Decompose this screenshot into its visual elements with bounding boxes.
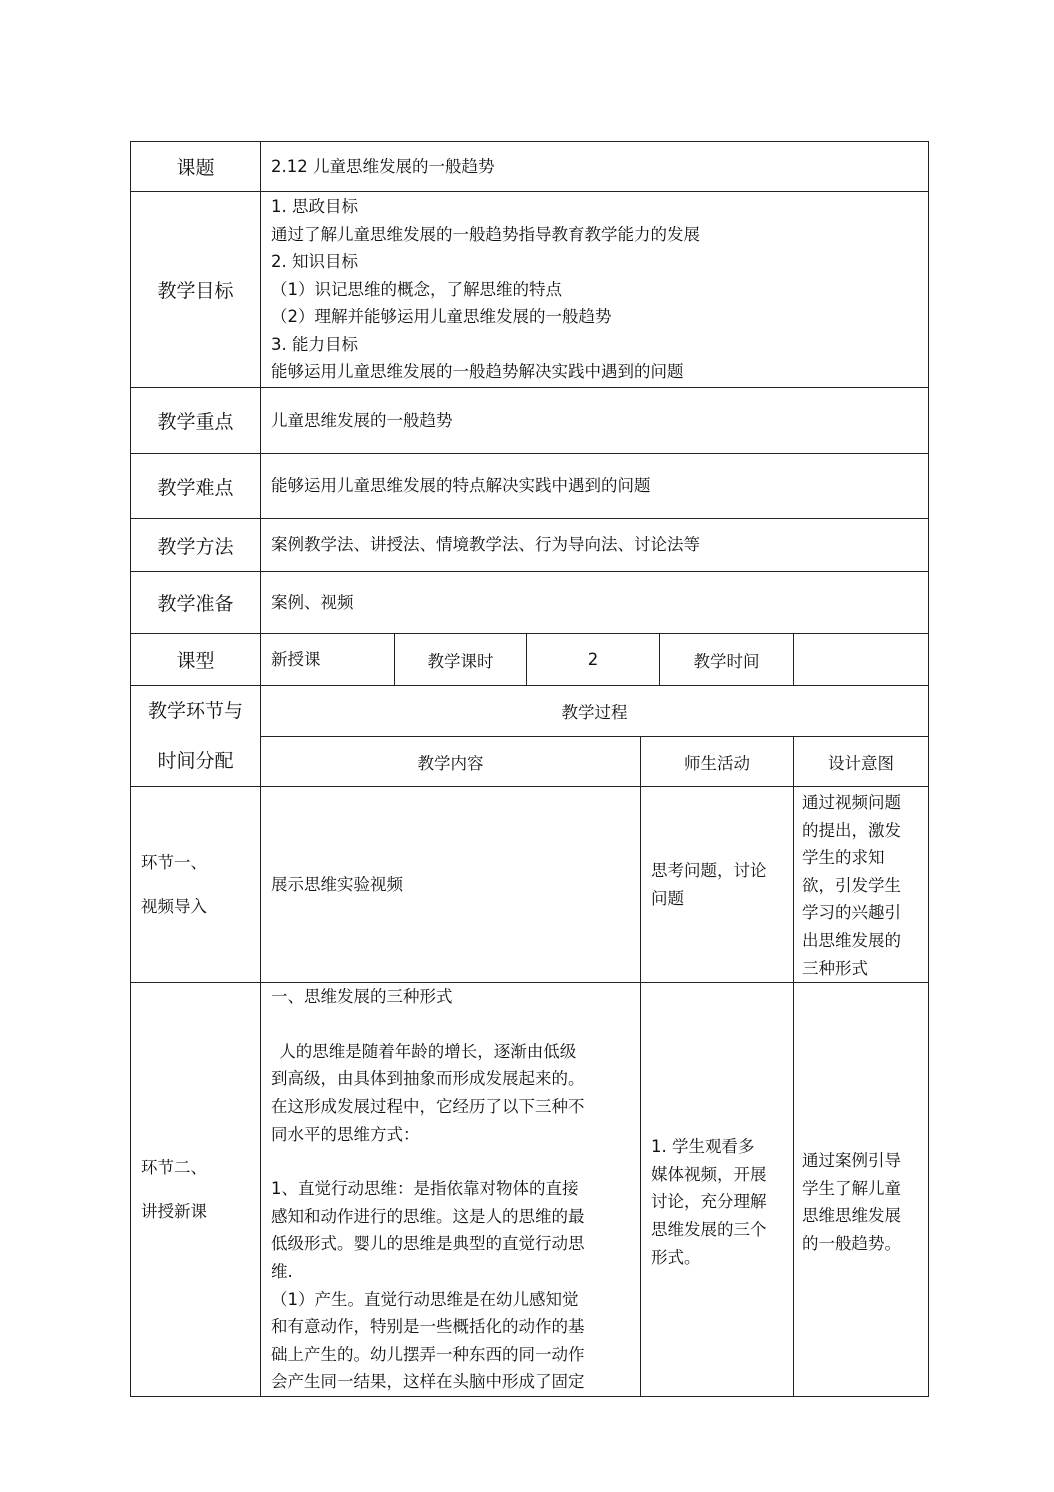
- activity-line: 讨论，充分理解: [651, 1192, 767, 1212]
- stage-name-line: 环节二、: [141, 1157, 207, 1177]
- stage-name-line: 视频导入: [141, 896, 207, 916]
- lesson-time-label: 教学时间: [660, 634, 794, 686]
- stage-name: [131, 983, 261, 1397]
- content-line: 低级形式。婴儿的思维是典型的直觉行动思: [271, 1234, 585, 1254]
- content-line: 1、直觉行动思维：是指依靠对物体的直接: [271, 1179, 579, 1199]
- objective-line: 能够运用儿童思维发展的一般趋势解决实践中遇到的问题: [271, 362, 684, 382]
- activity-line: 1. 学生观看多: [651, 1137, 755, 1157]
- stage-content: 展示思维实验视频: [261, 787, 641, 983]
- objective-line: 通过了解儿童思维发展的一般趋势指导教育教学能力的发展: [271, 224, 700, 244]
- process-side-label-line: 教学环节与: [147, 700, 243, 722]
- lesson-type-value: 新授课: [261, 634, 395, 686]
- difficulties-label: 教学难点: [131, 454, 261, 519]
- content-line: 到高级，由具体到抽象而形成发展起来的。: [271, 1069, 585, 1089]
- process-header: 教学过程: [261, 686, 929, 737]
- methods-value: 案例教学法、讲授法、情境教学法、行为导向法、讨论法等: [261, 519, 929, 572]
- objective-line: 2. 知识目标: [271, 252, 358, 272]
- lesson-hours-label: 教学课时: [395, 634, 527, 686]
- activity-line: 问题: [651, 888, 684, 908]
- objective-line: 1. 思政目标: [271, 196, 358, 216]
- preparation-label: 教学准备: [131, 572, 261, 634]
- process-side-label-line: 时间分配: [157, 750, 234, 772]
- methods-label: 教学方法: [131, 519, 261, 572]
- preparation-value: 案例、视频: [261, 572, 929, 634]
- content-line: 会产生同一结果，这样在头脑中形成了固定: [271, 1372, 585, 1392]
- objectives-label: 教学目标: [131, 192, 261, 388]
- stage-activity: [641, 787, 794, 983]
- stage-name-line: 环节一、: [141, 852, 207, 872]
- objectives-row: [131, 192, 929, 388]
- content-spacer: [271, 1148, 634, 1175]
- lesson-hours-value: 2: [527, 634, 660, 686]
- design-line: 通过视频问题: [802, 793, 901, 812]
- design-line: 出思维发展的: [802, 930, 901, 950]
- content-spacer: [271, 1011, 634, 1038]
- stage-name: [131, 787, 261, 983]
- content-line: 维.: [271, 1261, 293, 1281]
- design-line: 学生的求知: [802, 848, 885, 868]
- design-line: 的提出，激发: [802, 820, 901, 840]
- content-line: 人的思维是随着年龄的增长，逐渐由低级: [279, 1041, 577, 1061]
- lesson-plan-table: [130, 141, 929, 1397]
- content-line: 础上产生的。幼儿摆弄一种东西的同一动作: [271, 1344, 585, 1364]
- content-heading: 一、思维发展的三种形式: [271, 987, 453, 1007]
- objective-line: 3. 能力目标: [271, 334, 358, 354]
- design-line: 学生了解儿童: [802, 1178, 901, 1198]
- design-line: 三种形式: [802, 958, 868, 978]
- stage-row: [131, 787, 929, 983]
- topic-value: 2.12 儿童思维发展的一般趋势: [261, 142, 929, 192]
- activity-line: 媒体视频，开展: [651, 1164, 767, 1184]
- stage-design: [794, 787, 929, 983]
- process-header-row: [131, 686, 929, 737]
- content-line: 在这形成发展过程中，它经历了以下三种不: [271, 1096, 585, 1116]
- objectives-list: [261, 192, 929, 388]
- stage-activity: [641, 983, 794, 1397]
- topic-label: 课题: [131, 142, 261, 192]
- content-line: 和有意动作，特别是一些概括化的动作的基: [271, 1317, 585, 1337]
- activity-line: 思考问题，讨论: [651, 860, 767, 880]
- design-line: 通过案例引导: [802, 1151, 901, 1171]
- col-design-header: 设计意图: [794, 737, 929, 787]
- col-content-header: 教学内容: [261, 737, 641, 787]
- content-line: （1）产生。直觉行动思维是在幼儿感知觉: [271, 1289, 579, 1309]
- design-line: 欲，引发学生: [802, 875, 901, 895]
- stage-row: [131, 983, 929, 1397]
- preparation-row: [131, 572, 929, 634]
- process-side-label: [131, 686, 261, 787]
- methods-row: [131, 519, 929, 572]
- col-activity-header: 师生活动: [641, 737, 794, 787]
- objective-line: （1）识记思维的概念，了解思维的特点: [271, 279, 562, 299]
- stage-design: [794, 983, 929, 1397]
- design-line: 的一般趋势。: [802, 1233, 901, 1253]
- lesson-type-label: 课型: [131, 634, 261, 686]
- difficulties-row: [131, 454, 929, 519]
- stage-name-line: 讲授新课: [141, 1201, 207, 1221]
- content-line: 感知和动作进行的思维。这是人的思维的最: [271, 1206, 585, 1226]
- topic-row: [131, 142, 929, 192]
- key-points-row: [131, 388, 929, 454]
- objective-line: （2）理解并能够运用儿童思维发展的一般趋势: [271, 307, 612, 327]
- design-line: 学习的兴趣引: [802, 903, 901, 923]
- activity-line: 思维发展的三个: [651, 1219, 767, 1239]
- stage-content: [261, 983, 641, 1397]
- lesson-type-row: [131, 634, 929, 686]
- content-line: 同水平的思维方式：: [271, 1124, 420, 1144]
- key-points-value: 儿童思维发展的一般趋势: [261, 388, 929, 454]
- lesson-time-value: [794, 634, 929, 686]
- design-line: 思维思维发展: [802, 1206, 901, 1226]
- activity-line: 形式。: [651, 1247, 701, 1267]
- difficulties-value: 能够运用儿童思维发展的特点解决实践中遇到的问题: [261, 454, 929, 519]
- key-points-label: 教学重点: [131, 388, 261, 454]
